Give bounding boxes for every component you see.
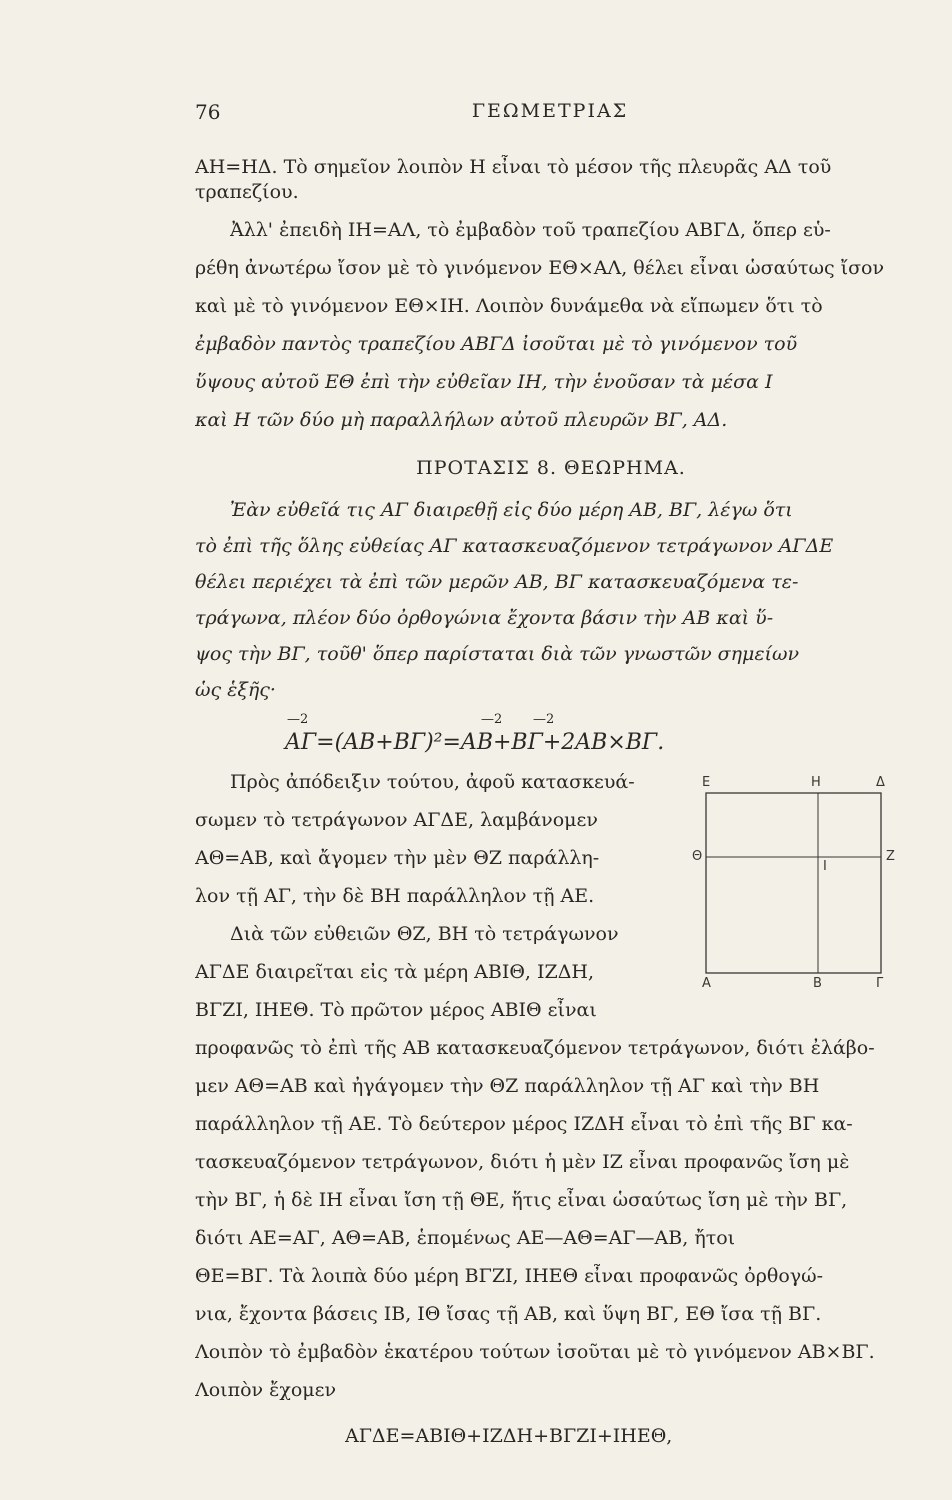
- label-a: Α: [702, 976, 711, 991]
- text-line: Λοιπὸν τὸ ἐμβαδὸν ἑκατέρου τούτων ἰσοῦται μὲ τὸ γινόμενον ΑΒ×ΒΓ.: [195, 1341, 875, 1363]
- theorem-line: ὡς ἑξῆς·: [195, 679, 276, 701]
- text-line: ΑΓΔΕ διαιρεῖται εἰς τὰ μέρη ΑΒΙΘ, ΙΖΔΗ,: [195, 961, 595, 983]
- text-line: τὴν ΒΓ, ἡ δὲ ΙΗ εἶναι ἴση τῇ ΘΕ, ἥτις εἶναι ὡσαύτως ἴση μὲ τὴν ΒΓ,: [195, 1189, 848, 1211]
- theorem-line: ὕψους αὐτοῦ ΕΘ ἐπὶ τὴν εὐθεῖαν ΙΗ, τὴν ἑνοῦσαν τὰ μέσα Ι: [195, 371, 773, 393]
- text-line: τασκευαζόμενον τετράγωνον, διότι ἡ μὲν ΙΖ εἶναι προφανῶς ἴση μὲ: [195, 1151, 850, 1173]
- label-theta: Θ: [692, 849, 703, 864]
- final-equation: ΑΓΔΕ=ΑΒΙΘ+ΙΖΔΗ+ΒΓΖΙ+ΙΗΕΘ,: [345, 1425, 673, 1447]
- theorem-line: Ἐὰν εὐθεῖά τις ΑΓ διαιρεθῇ εἰς δύο μέρη ΑΒ, ΒΓ, λέγω ὅτι: [230, 499, 793, 521]
- text-line: ΑΘ=ΑΒ, καὶ ἄγομεν τὴν μὲν ΘΖ παράλλη-: [195, 847, 600, 869]
- theorem-line: καὶ Η τῶν δύο μὴ παραλλήλων αὐτοῦ πλευρῶν ΒΓ, ΑΔ.: [195, 409, 728, 431]
- text-line: ρέθη ἀνωτέρω ἴσον μὲ τὸ γινόμενον ΕΘ×ΑΛ, θέλει εἶναι ὡσαύτως ἴσον: [195, 257, 885, 279]
- text-line: ΒΓΖΙ, ΙΗΕΘ. Τὸ πρῶτον μέρος ΑΒΙΘ εἶναι: [195, 999, 597, 1021]
- label-b: Β: [813, 976, 822, 991]
- label-delta: Δ: [876, 775, 885, 790]
- label-gamma: Γ: [876, 976, 884, 991]
- text-line: διότι ΑΕ=ΑΓ, ΑΘ=ΑΒ, ἑπομένως ΑΕ—ΑΘ=ΑΓ—ΑΒ, ἤτοι: [195, 1227, 736, 1249]
- text-line: προφανῶς τὸ ἐπὶ τῆς ΑΒ κατασκευαζόμενον τετράγωνον, διότι ἐλάβο-: [195, 1037, 875, 1059]
- text-line: Λοιπὸν ἔχομεν: [195, 1379, 337, 1401]
- outer-square: [706, 793, 881, 973]
- square-diagram: [692, 775, 907, 995]
- theorem-line: θέλει περιέχει τὰ ἐπὶ τῶν μερῶν ΑΒ, ΒΓ κατασκευαζόμενα τε-: [195, 571, 799, 593]
- text-line: παράλληλον τῇ ΑΕ. Τὸ δεύτερον μέρος ΙΖΔΗ εἶναι τὸ ἐπὶ τῆς ΒΓ κα-: [195, 1113, 853, 1135]
- label-i: Ι: [823, 859, 827, 874]
- overbar-mark: —2: [481, 712, 503, 727]
- section-heading: ΠΡΟΤΑΣΙΣ 8. ΘΕΩΡΗΜΑ.: [416, 457, 686, 479]
- text-line: Διὰ τῶν εὐθειῶν ΘΖ, ΒΗ τὸ τετράγωνον: [230, 923, 619, 945]
- overbar-mark: —2: [533, 712, 555, 727]
- text-line: ΘΕ=ΒΓ. Τὰ λοιπὰ δύο μέρη ΒΓΖΙ, ΙΗΕΘ εἶναι προφανῶς ὀρθογώ-: [195, 1265, 824, 1287]
- theorem-line: τὸ ἐπὶ τῆς ὅλης εὐθείας ΑΓ κατασκευαζόμενον τετράγωνον ΑΓΔΕ: [195, 535, 834, 557]
- text-line: Ἀλλ' ἐπειδὴ ΙΗ=ΑΛ, τὸ ἐμβαδὸν τοῦ τραπεζίου ΑΒΓΔ, ὅπερ εὑ-: [230, 219, 831, 241]
- text-line: μεν ΑΘ=ΑΒ καὶ ἠγάγομεν τὴν ΘΖ παράλληλον τῇ ΑΓ καὶ τὴν ΒΗ: [195, 1075, 820, 1097]
- formula-text: ΑΓ=(ΑΒ+ΒΓ)²=ΑΒ+ΒΓ+2ΑΒ×ΒΓ.: [285, 730, 665, 755]
- text-line: Πρὸς ἀπόδειξιν τούτου, ἀφοῦ κατασκευά-: [230, 771, 635, 793]
- text-line: λον τῇ ΑΓ, τὴν δὲ ΒΗ παράλληλον τῇ ΑΕ.: [195, 885, 595, 907]
- text-line: ΑΗ=ΗΔ. Τὸ σημεῖον λοιπὸν Η εἶναι τὸ μέσον τῆς πλευρᾶς ΑΔ τοῦ: [195, 156, 832, 178]
- running-title: ΓΕΩΜΕΤΡΙΑΣ: [471, 100, 629, 122]
- text-line: καὶ μὲ τὸ γινόμενον ΕΘ×ΙΗ. Λοιπὸν δυνάμεθα νὰ εἴπωμεν ὅτι τὸ: [195, 295, 823, 317]
- theorem-line: τράγωνα, πλέον δύο ὀρθογώνια ἔχοντα βάσιν τὴν ΑΒ καὶ ὕ-: [195, 607, 774, 629]
- label-e: Ε: [702, 775, 711, 790]
- text-line: σωμεν τὸ τετράγωνον ΑΓΔΕ, λαμβάνομεν: [195, 809, 598, 831]
- formula: [285, 712, 825, 762]
- label-h: Η: [811, 775, 821, 790]
- theorem-line: ψος τὴν ΒΓ, τοῦθ' ὅπερ παρίσταται διὰ τῶν γνωστῶν σημείων: [195, 643, 800, 665]
- theorem-line: ἐμβαδὸν παντὸς τραπεζίου ΑΒΓΔ ἰσοῦται μὲ τὸ γινόμενον τοῦ: [195, 333, 798, 355]
- text-line: νια, ἔχοντα βάσεις ΙΒ, ΙΘ ἴσας τῇ ΑΒ, καὶ ὕψη ΒΓ, ΕΘ ἴσα τῇ ΒΓ.: [195, 1303, 822, 1325]
- square-figure: [692, 775, 907, 995]
- overbar-mark: —2: [287, 712, 309, 727]
- page-header: [195, 100, 905, 130]
- page-number: 76: [195, 100, 221, 124]
- label-z: Ζ: [886, 849, 895, 864]
- text-line: τραπεζίου.: [195, 181, 299, 203]
